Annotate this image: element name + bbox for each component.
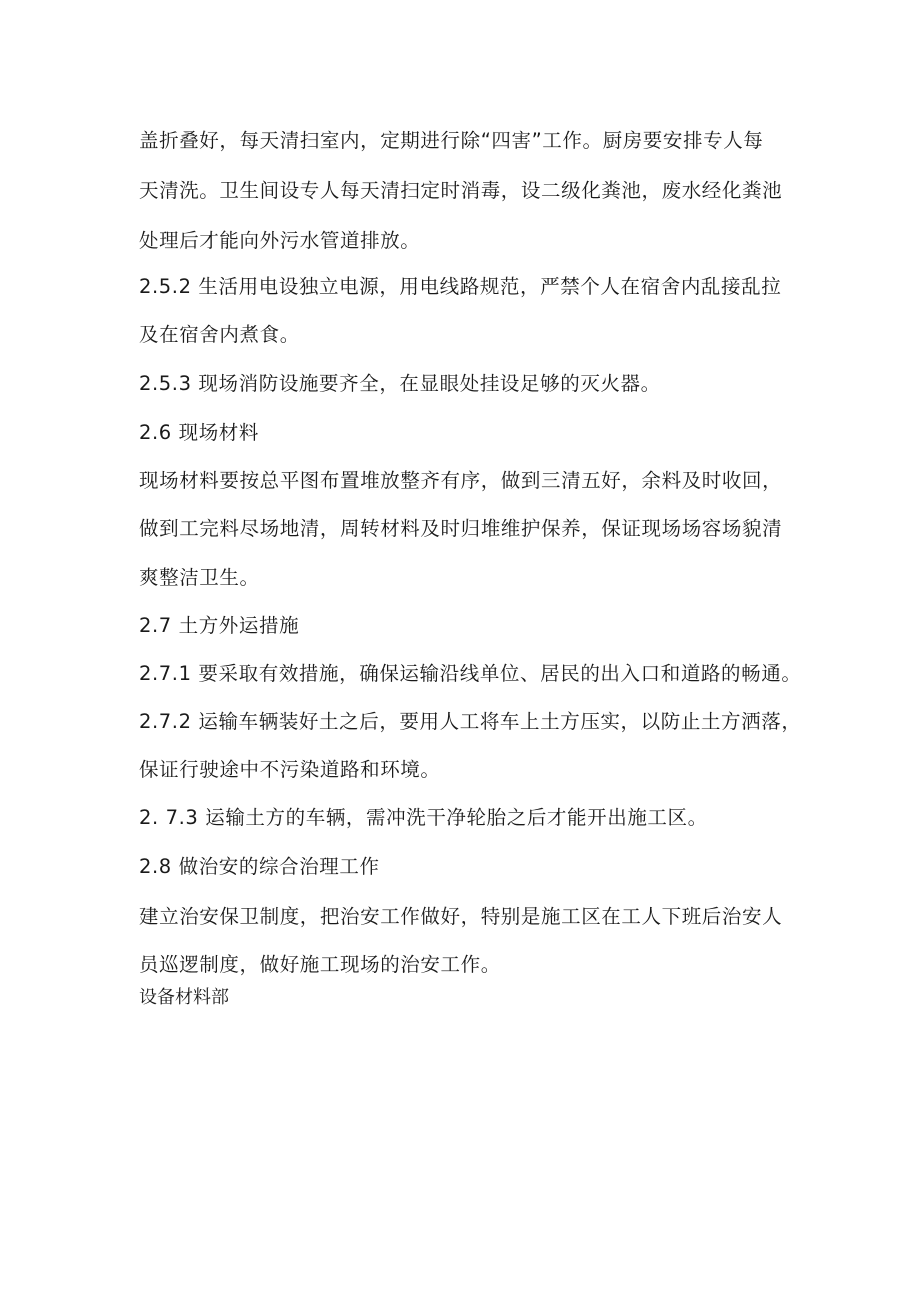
section-2-7-2-text: 2.7.2 运输车辆装好土之后，要用人工将车上土方压实，以防止土方洒落， xyxy=(139,710,802,733)
text-line: 及在宿舍内煮食。 xyxy=(139,323,300,346)
text-line: 建立治安保卫制度，把治安工作做好，特别是施工区在工人下班后治安人 xyxy=(139,905,783,928)
text-line: 盖折叠好，每天清扫室内，定期进行除“四害”工作。厨房要安排专人每 xyxy=(139,129,764,152)
section-2-5-2-text: 2.5.2 生活用电设独立电源，用电线路规范，严禁个人在宿舍内乱接乱拉 xyxy=(139,275,782,298)
section-2-7-3-text: 2. 7.3 运输土方的车辆，需冲洗干净轮胎之后才能开出施工区。 xyxy=(139,806,708,829)
text-line: 爽整洁卫生。 xyxy=(139,566,260,589)
department-label: 设备材料部 xyxy=(139,987,229,1008)
text-line: 处理后才能向外污水管道排放。 xyxy=(139,229,421,252)
text-line: 做到工完料尽场地清，周转材料及时归堆维护保养，保证现场场容场貌清 xyxy=(139,517,783,540)
section-2-5-3-text: 2.5.3 现场消防设施要齐全，在显眼处挂设足够的灭火器。 xyxy=(139,372,661,395)
section-2-7-1-text: 2.7.1 要采取有效措施，确保运输沿线单位、居民的出入口和道路的畅通。 xyxy=(139,662,802,685)
text-line: 员巡逻制度，做好施工现场的治安工作。 xyxy=(139,953,501,976)
text-line: 保证行驶途中不污染道路和环境。 xyxy=(139,758,441,781)
text-line: 天清洗。卫生间设专人每天清扫定时消毒，设二级化粪池，废水经化粪池 xyxy=(139,179,783,202)
section-2-7-heading: 2.7 土方外运措施 xyxy=(139,614,300,637)
section-2-6-heading: 2.6 现场材料 xyxy=(139,421,260,444)
text-line: 现场材料要按总平图布置堆放整齐有序，做到三清五好，余料及时收回， xyxy=(139,469,783,492)
section-2-8-heading: 2.8 做治安的综合治理工作 xyxy=(139,855,380,878)
